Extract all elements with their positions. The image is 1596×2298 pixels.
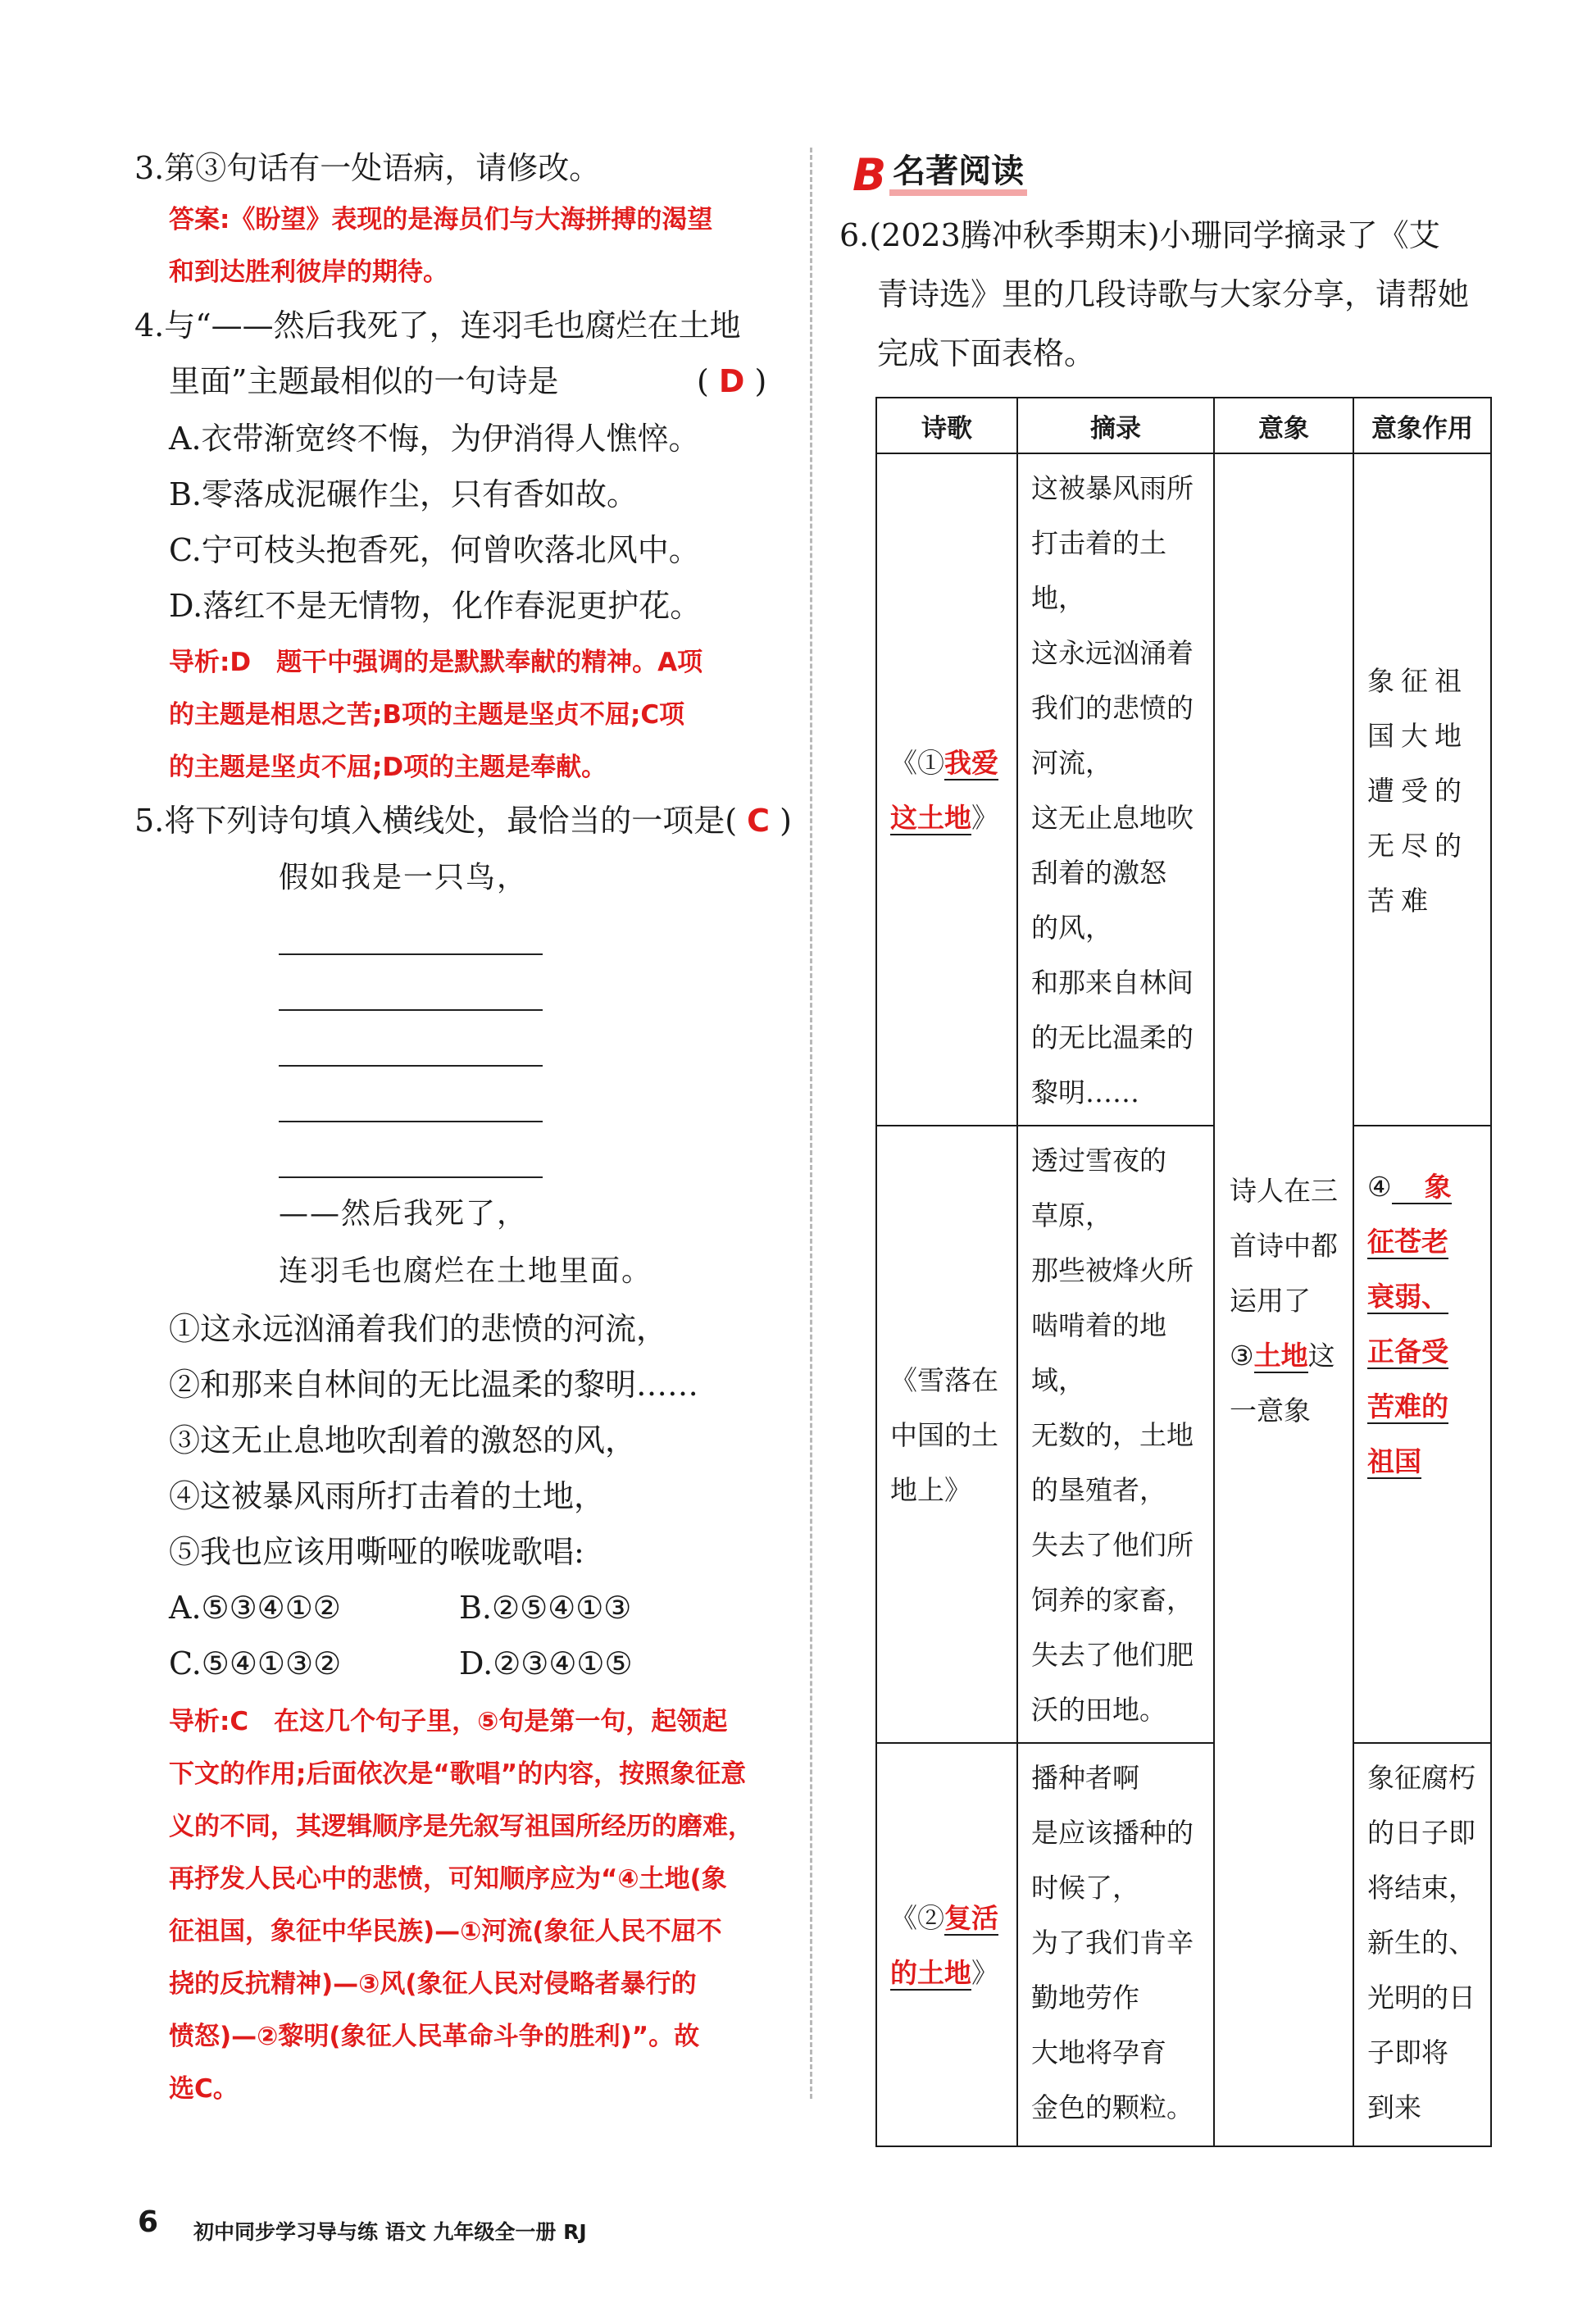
q5-poem-first: 假如我是一只鸟， <box>279 861 529 894</box>
excerpt-line: 啮啃着的地域， <box>1031 1309 1166 1396</box>
effect-line: 子即将 <box>1367 2036 1448 2068</box>
excerpt-line: 河流， <box>1031 747 1112 779</box>
q5-analysis-line: C 在这几个句子里，⑤句是第一句，起领起 <box>230 1707 728 1736</box>
q5-blank-line <box>279 1009 543 1011</box>
excerpt-line: 透过雪夜的 <box>1031 1144 1166 1176</box>
poem-cell <box>876 1126 1017 1743</box>
q3-answer-label: 答案: <box>169 205 230 234</box>
poem-cell <box>876 1743 1017 2146</box>
q5-analysis-line: 征祖国，象征中华民族)—①河流(象征人民不屈不 <box>169 1917 722 1946</box>
excerpt-line: 失去了他们肥 <box>1031 1639 1194 1671</box>
excerpt-line: 播种者啊 <box>1031 1762 1139 1794</box>
q5-analysis-line: 下文的作用;后面依次是“歌唱”的内容，按照象征意 <box>169 1759 747 1789</box>
effect-line: 国大地 <box>1367 719 1468 752</box>
q5-analysis-line: 挠的反抗精神)—③风(象征人民对侵略者暴行的 <box>169 1969 697 1999</box>
q5-option-c: C.⑤④①③② <box>169 1645 342 1681</box>
q5-stem: 5.将下列诗句填入横线处，最恰当的一项是( C ) <box>134 803 792 839</box>
excerpt-line: 金色的颗粒。 <box>1031 2091 1194 2123</box>
q5-answer: C <box>747 803 771 839</box>
q5-blank-line <box>279 953 543 955</box>
excerpt-line: 这无止息地吹 <box>1031 802 1194 834</box>
table-row <box>876 453 1491 1126</box>
effect-line: 无尽的 <box>1367 829 1468 862</box>
effect-answer: 正备受 <box>1367 1336 1448 1367</box>
table-row <box>876 1743 1491 2146</box>
image-line: 一意象 <box>1230 1395 1311 1427</box>
excerpt-line: 为了我们肯辛 <box>1031 1927 1194 1959</box>
section-title: 名著阅读 <box>889 153 1027 196</box>
q4-answer-paren: ( D ) <box>697 363 767 399</box>
effect-prefix: ④ <box>1367 1171 1392 1203</box>
q5-stem-text: 5.将下列诗句填入横线处，最恰当的一项是 <box>134 803 725 839</box>
q5-analysis-line: 选C。 <box>169 2074 239 2104</box>
excerpt-line: 大地将孕育 <box>1031 2036 1166 2068</box>
poem-suffix: 》 <box>971 1957 998 1989</box>
footer-text: 初中同步学习导与练 语文 九年级全一册 RJ <box>193 2220 587 2244</box>
q5-option-a: A.⑤③④①② <box>169 1590 341 1626</box>
q5-poem-last1: ——然后我死了， <box>279 1197 529 1231</box>
excerpt-line: 饲养的家畜， <box>1031 1584 1194 1616</box>
excerpt-line: 时候了， <box>1031 1872 1139 1904</box>
table-header-row <box>876 398 1491 453</box>
q5-analysis-label: 导析: <box>169 1707 230 1736</box>
effect-cell <box>1353 1126 1491 1743</box>
q5-line-4: ④这被暴风雨所打击着的土地， <box>169 1478 606 1514</box>
effect-answer: 苦难的 <box>1367 1390 1448 1422</box>
q5-line-1: ①这永远汹涌着我们的悲愤的河流， <box>169 1311 668 1347</box>
q5-option-b: B.②⑤④①③ <box>459 1590 632 1626</box>
q3-answer-line: 和到达胜利彼岸的期待。 <box>169 257 448 287</box>
excerpt-cell <box>1017 1743 1214 2146</box>
image-suffix: 这 <box>1307 1340 1335 1372</box>
image-line: 首诗中都 <box>1230 1230 1338 1262</box>
effect-line: 到来 <box>1367 2091 1421 2123</box>
q5-line-3: ③这无止息地吹刮着的激怒的风， <box>169 1422 637 1458</box>
poem-suffix: 》 <box>971 802 998 834</box>
excerpt-line: 勤地劳作 <box>1031 1982 1139 2014</box>
q5-blank-line <box>279 1176 543 1178</box>
poem-answer: 复活 <box>944 1902 998 1934</box>
q5-analysis-line: 义的不同，其逻辑顺序是先叙写祖国所经历的磨难， <box>169 1812 753 1841</box>
q5-analysis-line: 再抒发人民心中的悲愤，可知顺序应为“④土地(象 <box>169 1864 727 1894</box>
excerpt-line: 的风， <box>1031 912 1112 944</box>
header-image: 意象 <box>1214 398 1353 453</box>
q6-stem-line3: 完成下面表格。 <box>877 335 1096 371</box>
effect-answer: 象 <box>1392 1171 1452 1204</box>
header-effect: 意象作用 <box>1353 398 1491 453</box>
poem-cell <box>876 453 1017 1126</box>
q4-analysis-line: 的主题是相思之苦;B项的主题是坚贞不屈;C项 <box>169 700 685 730</box>
q5-poem-last2: 连羽毛也腐烂在土地里面。 <box>279 1254 653 1288</box>
excerpt-line: 的垦殖者， <box>1031 1474 1166 1506</box>
q5-blank-line <box>279 1121 543 1122</box>
effect-line: 的日子即 <box>1367 1817 1476 1849</box>
q4-option-b: B.零落成泥碾作尘，只有香如故。 <box>169 476 639 512</box>
poem-table <box>875 397 1492 2147</box>
poem-answer: 的土地 <box>890 1957 971 1989</box>
excerpt-line: 这被暴风雨所 <box>1031 472 1194 504</box>
poem-prefix: 《① <box>890 747 944 779</box>
effect-line: 将结束， <box>1367 1872 1476 1904</box>
effect-answer: 衰弱、 <box>1367 1281 1448 1313</box>
excerpt-line: 这永远汹涌着 <box>1031 637 1194 669</box>
excerpt-line: 的无比温柔的 <box>1031 1022 1194 1053</box>
poem-prefix: 《② <box>890 1902 944 1934</box>
excerpt-line: 黎明…… <box>1031 1076 1139 1108</box>
excerpt-line: 沃的田地。 <box>1031 1694 1166 1726</box>
excerpt-line: 打击着的土地， <box>1031 527 1166 614</box>
image-prefix: ③ <box>1230 1340 1254 1372</box>
header-excerpt: 摘录 <box>1017 398 1214 453</box>
effect-line: 新生的、 <box>1367 1927 1476 1959</box>
section-letter: B <box>853 148 887 201</box>
effect-line: 苦难 <box>1367 884 1435 917</box>
excerpt-line: 是应该播种的 <box>1031 1817 1194 1849</box>
q4-analysis-line: 的主题是坚贞不屈;D项的主题是奉献。 <box>169 753 607 782</box>
q6-stem-line1: 6.(2023腾冲秋季期末)小珊同学摘录了《艾 <box>839 217 1440 253</box>
effect-cell <box>1353 453 1491 1126</box>
q5-line-2: ②和那来自林间的无比温柔的黎明…… <box>169 1367 699 1403</box>
effect-line: 象征腐朽 <box>1367 1762 1476 1794</box>
excerpt-cell <box>1017 453 1214 1126</box>
header-poem: 诗歌 <box>876 398 1017 453</box>
effect-line: 遭受的 <box>1367 774 1468 807</box>
q5-analysis <box>169 1695 753 2115</box>
poem-answer: 这土地 <box>890 802 971 834</box>
q5-analysis-line: 愤怒)—②黎明(象征人民革命斗争的胜利)”。故 <box>169 2022 700 2051</box>
excerpt-line: 那些被烽火所 <box>1031 1254 1194 1286</box>
q3-answer <box>169 193 712 298</box>
q5-line-5: ⑤我也应该用嘶哑的喉咙歌唱: <box>169 1534 584 1570</box>
q4-analysis <box>169 636 703 794</box>
image-cell <box>1214 453 1353 2146</box>
excerpt-line: 刮着的激怒 <box>1031 857 1166 889</box>
q4-stem-line2: 里面”主题最相似的一句诗是 <box>169 363 559 399</box>
excerpt-cell <box>1017 1126 1214 1743</box>
table-row <box>876 1126 1491 1743</box>
q4-option-c: C.宁可枝头抱香死，何曾吹落北风中。 <box>169 532 700 568</box>
column-divider <box>810 148 812 2099</box>
effect-cell <box>1353 1743 1491 2146</box>
q3-answer-line: 《盼望》表现的是海员们与大海拼搏的渴望 <box>230 205 713 234</box>
q4-option-a: A.衣带渐宽终不悔，为伊消得人憔悴。 <box>169 421 700 457</box>
q4-answer: D <box>718 363 745 399</box>
effect-answer: 祖国 <box>1367 1445 1421 1477</box>
q5-blank-line <box>279 1065 543 1067</box>
image-line: 运用了 <box>1230 1285 1311 1317</box>
effect-line: 象征祖 <box>1367 664 1468 697</box>
image-answer: 土地 <box>1253 1340 1308 1372</box>
q4-stem-line1: 4.与“——然后我死了，连羽毛也腐烂在土地 <box>134 307 741 344</box>
poem-answer: 我爱 <box>944 747 998 779</box>
excerpt-line: 草原， <box>1031 1199 1112 1231</box>
image-line: 诗人在三 <box>1230 1175 1338 1207</box>
q6-stem-line2: 青诗选》里的几段诗歌与大家分享，请帮她 <box>877 276 1470 312</box>
excerpt-line: 失去了他们所 <box>1031 1529 1194 1561</box>
excerpt-line: 和那来自林间 <box>1031 967 1194 999</box>
effect-answer: 征苍老 <box>1367 1226 1448 1258</box>
q4-analysis-line: D 题干中强调的是默默奉献的精神。A项 <box>230 648 703 677</box>
q3-stem: 3.第③句话有一处语病，请修改。 <box>134 150 601 186</box>
effect-line: 光明的日 <box>1367 1982 1476 2014</box>
poem-line: 地上》 <box>890 1474 971 1506</box>
q4-option-d: D.落红不是无情物，化作春泥更护花。 <box>169 588 702 624</box>
poem-line: 《雪落在 <box>890 1364 998 1396</box>
poem-line: 中国的土 <box>890 1419 998 1451</box>
excerpt-line: 无数的，土地 <box>1031 1419 1194 1451</box>
section-heading <box>853 150 1027 199</box>
page-number: 6 <box>138 2205 159 2239</box>
q4-analysis-label: 导析: <box>169 648 230 677</box>
q5-option-d: D.②③④①⑤ <box>459 1645 633 1681</box>
excerpt-line: 我们的悲愤的 <box>1031 692 1194 724</box>
